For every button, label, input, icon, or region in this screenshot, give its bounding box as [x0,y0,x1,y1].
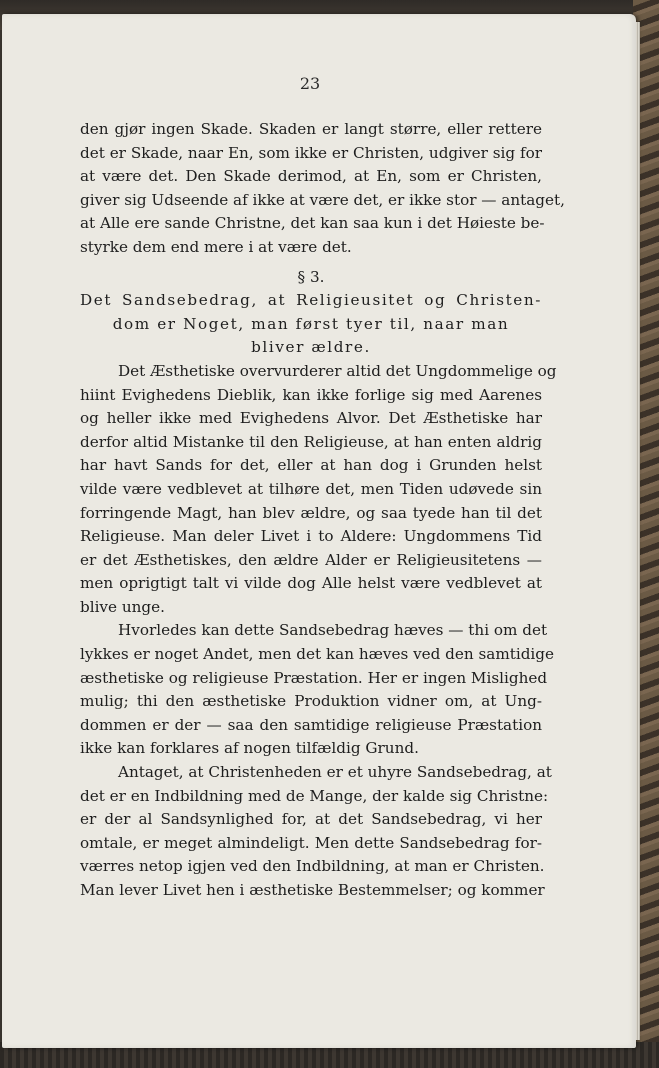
text-line: derfor altid Mistanke til den Religieuse, at han enten aldrig [80,432,542,451]
text-line: vilde være vedblevet at tilhøre det, men Tiden udøvede sin [80,479,542,498]
paragraph-3 [80,761,552,903]
text-line: at være det. Den Skade derimod, at En, som er Christen, [80,167,542,186]
paragraph-top [80,118,565,260]
page-text [80,118,565,903]
text-line: omtale, er meget almindeligt. Men dette Sandsebedrag for- [80,833,542,852]
text-line: Hvorledes kan dette Sandsebedrag hæves — thi om det [118,621,548,640]
text-line: lykkes er noget Andet, men det kan hæves ved den samtidige [80,645,555,664]
paragraph-1 [80,360,557,620]
text-line: giver sig Udseende af ikke at være det, er ikke stor — antaget, [80,190,565,209]
heading-line: dom er Noget, man først tyer til, naar man [112,314,510,333]
text-line: mulig; thi den æsthetiske Produktion vidner om, at Ung- [80,692,542,711]
text-line: blive unge. [80,597,165,616]
text-line: den gjør ingen Skade. Skaden er langt større, eller rettere [80,120,542,138]
section-heading [80,289,542,360]
text-line: styrke dem end mere i at være det. [80,237,352,256]
text-line: Det Æsthetiske overvurderer altid det Ungdommelige og [118,361,557,380]
page-stack-edges [636,22,640,1040]
text-line: værres netop igjen ved den Indbildning, at man er Christen. [80,857,545,876]
page-number: 23 [299,74,321,93]
text-line: at Alle ere sande Christne, det kan saa kun i det Høieste be- [80,214,545,233]
heading-line: Det Sandsebedrag, at Religieusitet og Christen- [80,291,542,310]
text-line: har havt Sands for det, eller at han dog i Grunden helst [80,456,542,475]
text-line: æsthetiske og religieuse Præstation. Her er ingen Mislighed [80,668,548,687]
text-line: det er Skade, naar En, som ikke er Christen, udgiver sig for [80,143,542,162]
text-line: Man lever Livet hen i æsthetiske Bestemmelser; og kommer [80,881,545,899]
text-line: hiint Evighedens Dieblik, kan ikke forlige sig med Aarenes [80,385,542,404]
paragraph-2 [80,619,555,761]
text-line: det er en Indbildning med de Mange, der kalde sig Christne: [80,786,549,805]
text-line: men oprigtigt talt vi vilde dog Alle helst være vedblevet at [80,574,542,593]
text-line: er det Æsthetiskes, den ældre Alder er Religieusitetens — [80,550,542,569]
text-line: forringende Magt, han blev ældre, og saa tyede han til det [80,503,542,522]
text-line: Antaget, at Christenheden er et uhyre Sandsebedrag, at [118,763,552,782]
text-line: og heller ikke med Evighedens Alvor. Det Æsthetiske har [80,409,542,428]
section-number: § 3. [297,267,325,286]
text-line: ikke kan forklares af nogen tilfældig Grund. [80,739,419,758]
text-line: er der al Sandsynlighed for, at det Sandsebedrag, vi her [80,810,542,829]
text-line: Religieuse. Man deler Livet i to Aldere: Ungdommens Tid [80,527,542,546]
text-line: dommen er der — saa den samtidige religieuse Præstation [80,715,542,734]
heading-line: bliver ældre. [251,338,371,357]
